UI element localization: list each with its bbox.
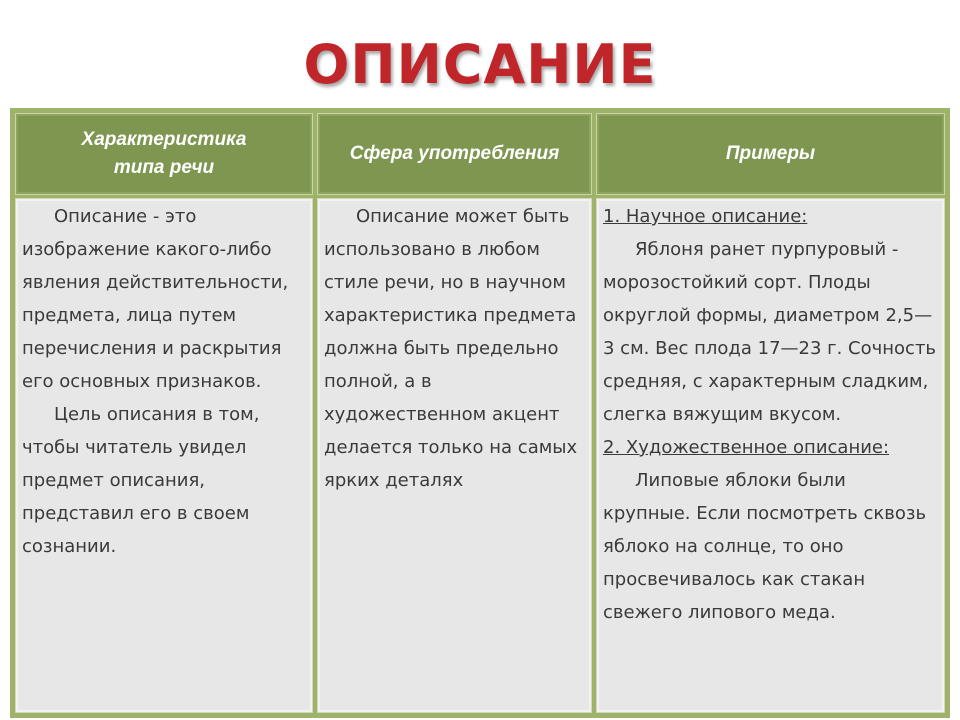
- cell-usage-sphere: [317, 198, 592, 713]
- scientific-heading: 1. Научное описание:: [603, 206, 808, 227]
- scientific-example: Яблоня ранет пурпуровый - морозостойкий сорт. Плоды округлой формы, диаметром 2,5—3 см. Вес плода 17—23 г. Сочность средняя, с характерным сладким, слегка вяжущим вкусом.: [603, 239, 937, 425]
- cell-characteristic: [15, 198, 313, 713]
- page-title: ОПИСАНИЕ: [303, 33, 657, 96]
- characteristic-purpose: Цель описания в том, чтобы читатель увидел предмет описания, представил его в своем сознании.: [22, 404, 260, 557]
- header-characteristic-line1: Характеристика: [81, 129, 247, 150]
- header-usage-sphere: [317, 113, 592, 195]
- artistic-heading: 2. Художественное описание:: [603, 437, 890, 458]
- header-characteristic-line2: типа речи: [113, 157, 215, 178]
- header-examples-label: Примеры: [725, 143, 816, 164]
- header-characteristic: [15, 113, 313, 195]
- description-table: [10, 108, 950, 718]
- cell-examples: [596, 198, 945, 713]
- artistic-example: Липовые яблоки были крупные. Если посмотреть сквозь яблоко на солнце, то оно просвечивалось как стакан свежего липового меда.: [603, 470, 927, 623]
- characteristic-definition: Описание - это изображение какого-либо явления действительности, предмета, лица путем перечисления и раскрытия его основных признаков.: [22, 206, 289, 392]
- header-usage-sphere-label: Сфера употребления: [349, 143, 560, 164]
- header-examples: [596, 113, 945, 195]
- usage-sphere-text: Описание может быть использовано в любом стиле речи, но в научном характеристика предмета должна быть предельно полной, а в художественном акцент делается только на самых ярких деталях: [324, 206, 578, 491]
